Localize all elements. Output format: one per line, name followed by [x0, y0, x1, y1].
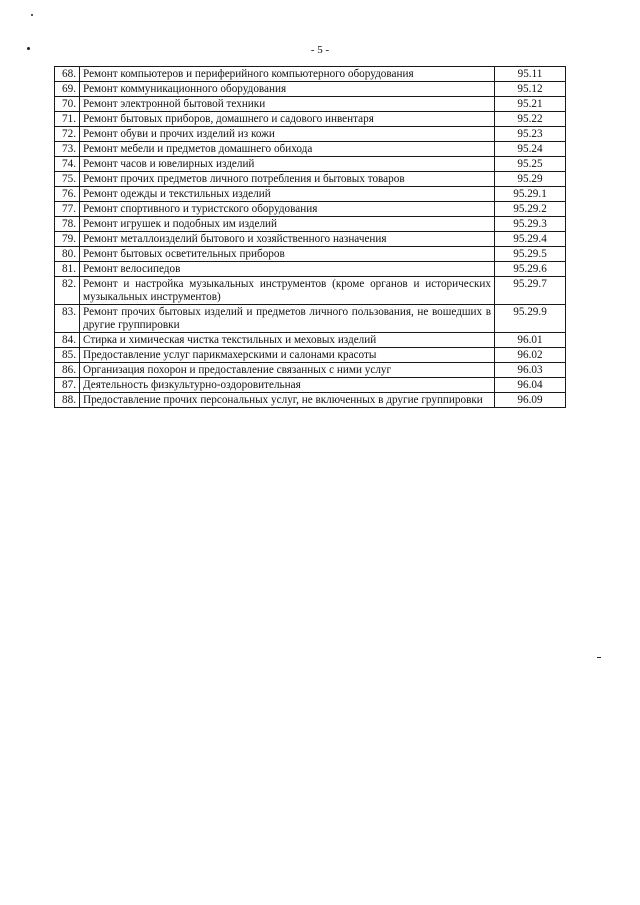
activity-name: Ремонт бытовых осветительных приборов	[80, 247, 495, 262]
row-number: 68.	[55, 67, 80, 82]
row-number: 83.	[55, 305, 80, 333]
table-row	[55, 363, 566, 378]
okved-code: 95.29.6	[495, 262, 566, 277]
row-number: 79.	[55, 232, 80, 247]
okved-code: 95.29.5	[495, 247, 566, 262]
activity-name: Деятельность физкультурно-оздоровительная	[80, 378, 495, 393]
page-number: - 5 -	[310, 44, 330, 56]
table-row	[55, 232, 566, 247]
table-row	[55, 378, 566, 393]
table-row	[55, 393, 566, 408]
row-number: 75.	[55, 172, 80, 187]
activity-name: Ремонт спортивного и туристского оборудования	[80, 202, 495, 217]
activity-name: Ремонт электронной бытовой техники	[80, 97, 495, 112]
activity-name: Стирка и химическая чистка текстильных и меховых изделий	[80, 333, 495, 348]
table-row	[55, 82, 566, 97]
row-number: 82.	[55, 277, 80, 305]
activity-name: Предоставление услуг парикмахерскими и салонами красоты	[80, 348, 495, 363]
activity-name: Организация похорон и предоставление связанных с ними услуг	[80, 363, 495, 378]
scan-speck-right	[597, 657, 601, 658]
table-row	[55, 157, 566, 172]
activity-name: Ремонт металлоизделий бытового и хозяйственного назначения	[80, 232, 495, 247]
table-row	[55, 142, 566, 157]
okved-code: 96.03	[495, 363, 566, 378]
table-row	[55, 202, 566, 217]
row-number: 88.	[55, 393, 80, 408]
activity-name: Ремонт коммуникационного оборудования	[80, 82, 495, 97]
row-number: 73.	[55, 142, 80, 157]
row-number: 76.	[55, 187, 80, 202]
table-row	[55, 67, 566, 82]
activity-name: Ремонт компьютеров и периферийного компьютерного оборудования	[80, 67, 495, 82]
okved-code: 95.23	[495, 127, 566, 142]
okved-code: 95.12	[495, 82, 566, 97]
okved-code: 95.29.4	[495, 232, 566, 247]
okved-code: 95.29.3	[495, 217, 566, 232]
okved-code: 95.29	[495, 172, 566, 187]
okved-code: 96.09	[495, 393, 566, 408]
okved-code: 95.25	[495, 157, 566, 172]
row-number: 80.	[55, 247, 80, 262]
okved-code: 95.22	[495, 112, 566, 127]
table-row	[55, 217, 566, 232]
okved-code: 96.02	[495, 348, 566, 363]
activity-name: Ремонт одежды и текстильных изделий	[80, 187, 495, 202]
activity-name: Ремонт мебели и предметов домашнего обихода	[80, 142, 495, 157]
row-number: 69.	[55, 82, 80, 97]
activity-name: Ремонт часов и ювелирных изделий	[80, 157, 495, 172]
row-number: 81.	[55, 262, 80, 277]
table-row	[55, 277, 566, 305]
okved-code: 95.29.2	[495, 202, 566, 217]
table-row	[55, 187, 566, 202]
okved-code: 95.11	[495, 67, 566, 82]
okved-code: 95.29.9	[495, 305, 566, 333]
activity-name: Ремонт прочих предметов личного потребления и бытовых товаров	[80, 172, 495, 187]
table-row	[55, 262, 566, 277]
row-number: 78.	[55, 217, 80, 232]
row-number: 86.	[55, 363, 80, 378]
row-number: 77.	[55, 202, 80, 217]
okved-code: 95.24	[495, 142, 566, 157]
table-row	[55, 348, 566, 363]
table-row	[55, 333, 566, 348]
activity-codes-table	[54, 66, 566, 408]
row-number: 70.	[55, 97, 80, 112]
table-row	[55, 247, 566, 262]
okved-code: 95.21	[495, 97, 566, 112]
row-number: 72.	[55, 127, 80, 142]
okved-code: 96.04	[495, 378, 566, 393]
activity-name: Ремонт прочих бытовых изделий и предметов личного пользования, не вошедших в другие группировки	[80, 305, 495, 333]
table-row	[55, 305, 566, 333]
activity-name: Ремонт обуви и прочих изделий из кожи	[80, 127, 495, 142]
table-row	[55, 127, 566, 142]
table-body	[55, 67, 566, 408]
activity-name: Ремонт игрушек и подобных им изделий	[80, 217, 495, 232]
okved-code: 96.01	[495, 333, 566, 348]
activity-name: Ремонт и настройка музыкальных инструментов (кроме органов и исторических музыкальных инструментов)	[80, 277, 495, 305]
table-row	[55, 97, 566, 112]
okved-code: 95.29.7	[495, 277, 566, 305]
row-number: 71.	[55, 112, 80, 127]
activity-name: Ремонт бытовых приборов, домашнего и садового инвентаря	[80, 112, 495, 127]
row-number: 87.	[55, 378, 80, 393]
activity-name: Предоставление прочих персональных услуг, не включенных в другие группировки	[80, 393, 495, 408]
row-number: 84.	[55, 333, 80, 348]
scan-speck-top	[31, 14, 33, 16]
activity-name: Ремонт велосипедов	[80, 262, 495, 277]
row-number: 85.	[55, 348, 80, 363]
table-row	[55, 112, 566, 127]
okved-code: 95.29.1	[495, 187, 566, 202]
table-row	[55, 172, 566, 187]
row-number: 74.	[55, 157, 80, 172]
